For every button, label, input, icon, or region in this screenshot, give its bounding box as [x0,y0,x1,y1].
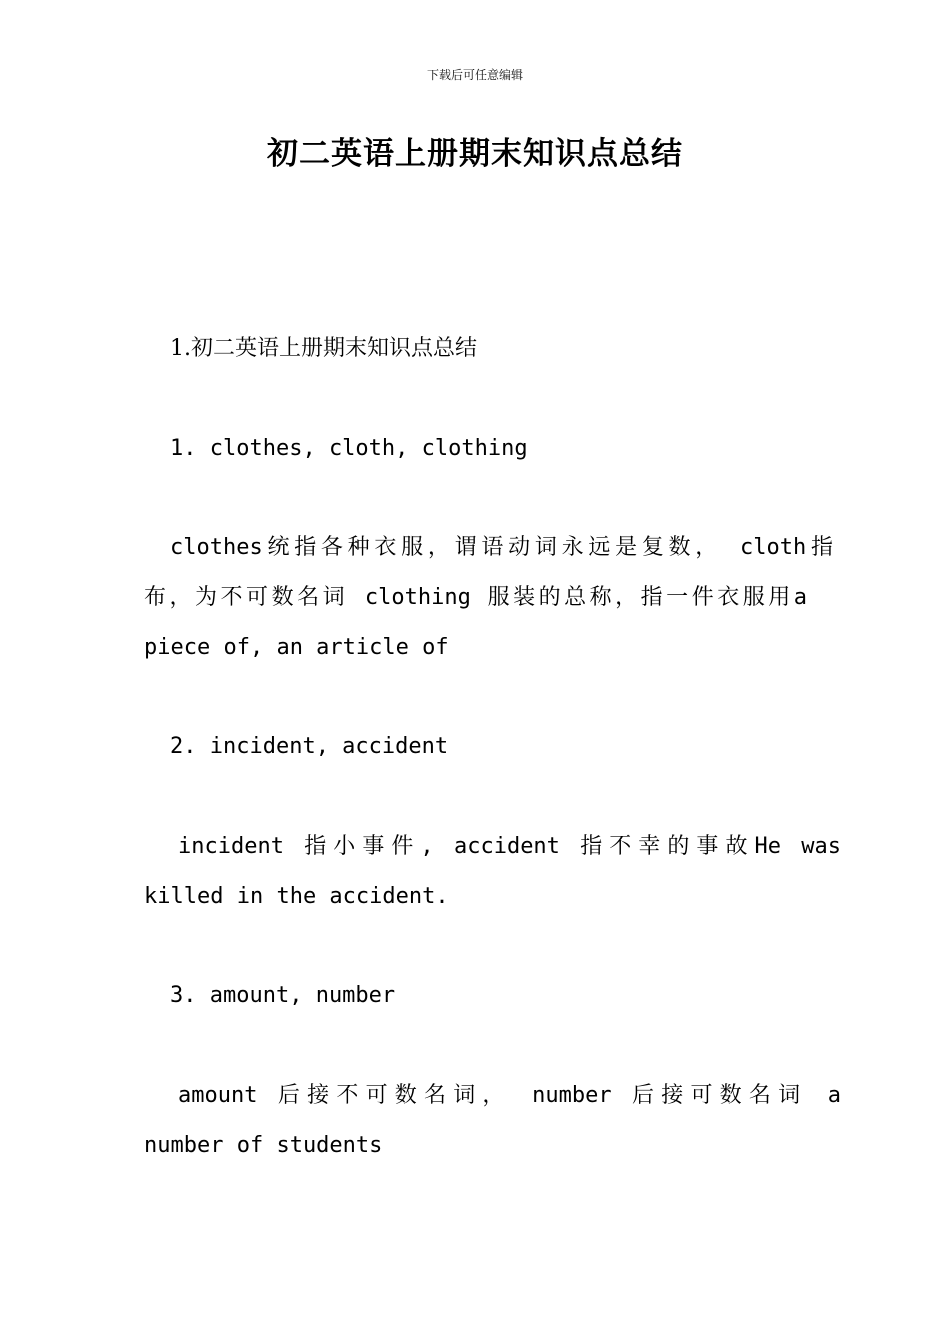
section-heading: 1.初二英语上册期末知识点总结 [170,336,477,361]
item-1-body-line-3: piece of, an article of [144,635,449,660]
item-2-body-line-1: incident 指小事件, accident 指不幸的事故He was [178,834,841,859]
item-1-body-line-2: 布，为不可数名词 clothing 服装的总称，指一件衣服用a [144,585,807,610]
item-2-body-line-2: killed in the accident. [144,884,449,909]
item-1-body-line-1: clothes统指各种衣服，谓语动词永远是复数， cloth指 [170,535,833,560]
item-3-body-line-1: amount 后接不可数名词， number 后接可数名词 a [178,1083,841,1108]
document-title: 初二英语上册期末知识点总结 [267,136,683,172]
item-2-heading: 2. incident, accident [170,734,449,759]
item-1-heading: 1. clothes, cloth, clothing [170,436,528,461]
item-3-body-line-2: number of students [144,1133,383,1158]
header-note: 下载后可任意编辑 [426,68,523,82]
item-3-heading: 3. amount, number [170,983,396,1008]
